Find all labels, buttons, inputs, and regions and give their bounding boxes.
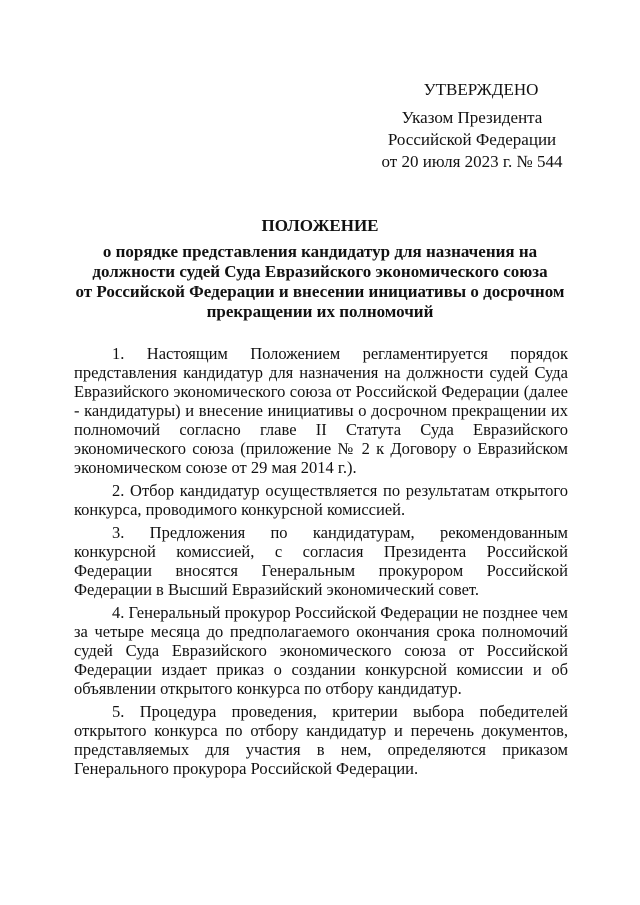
approval-line-1: Указом Президента bbox=[401, 108, 543, 127]
paragraph-3: 3. Предложения по кандидатурам, рекомендованным конкурсной комиссией, с согласия Президента Российской Федерации вносятся Генеральным прокурором Российской Федерации в Высший Евразийский экономический совет. bbox=[74, 523, 568, 599]
approval-line-2: Российской Федерации bbox=[387, 130, 557, 149]
title-line-1: о порядке представления кандидатур для назначения на bbox=[102, 242, 538, 261]
title-line-3: от Российской Федерации и внесении инициативы о досрочном bbox=[75, 282, 565, 301]
approval-stamp: УТВЕРЖДЕНО bbox=[423, 80, 539, 99]
title-heading: ПОЛОЖЕНИЕ bbox=[261, 216, 379, 235]
paragraph-1: 1. Настоящим Положением регламентируется порядок представления кандидатур для назначения на должности судей Суда Евразийского экономического союза от Российской Федерации (далее - кандидатуры) и внесение инициативы о досрочном прекращении их полномочий согласно главе II Статута Суда Евразийского экономического союза (приложение № 2 к Договору о Евразийском экономическом союзе от 29 мая 2014 г.). bbox=[74, 344, 568, 477]
approval-block bbox=[372, 79, 572, 173]
approval-line-3: от 20 июля 2023 г. № 544 bbox=[381, 152, 563, 171]
paragraph-4: 4. Генеральный прокурор Российской Федерации не позднее чем за четыре месяца до предполагаемого окончания срока полномочий судей Суда Евразийского экономического союза от Российской Федерации издает приказ о создании конкурсной комиссии и об объявлении открытого конкурса по отбору кандидатур. bbox=[74, 603, 568, 698]
paragraph-2: 2. Отбор кандидатур осуществляется по результатам открытого конкурса, проводимого конкурсной комиссией. bbox=[74, 481, 568, 519]
title-line-2: должности судей Суда Евразийского экономического союза bbox=[92, 262, 548, 281]
document-title bbox=[70, 216, 570, 322]
paragraph-5: 5. Процедура проведения, критерии выбора победителей открытого конкурса по отбору кандидатур и перечень документов, представляемых для участия в нем, определяются приказом Генерального прокурора Российской Федерации. bbox=[74, 702, 568, 778]
title-line-4: прекращении их полномочий bbox=[206, 302, 434, 321]
document-body bbox=[74, 344, 568, 782]
